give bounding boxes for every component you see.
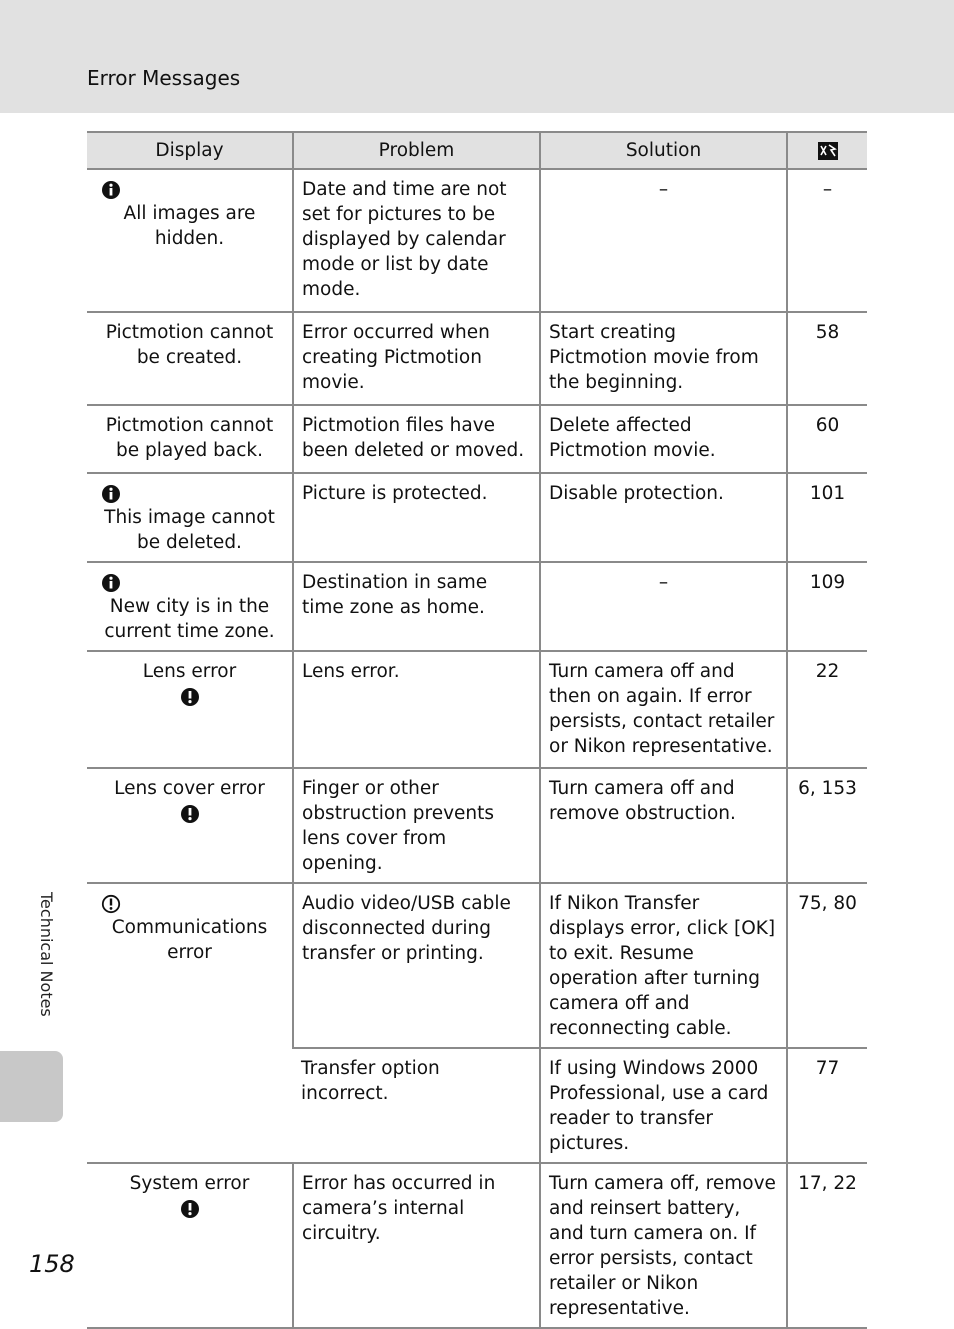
solution-cell: Delete affected Pictmotion movie. bbox=[540, 405, 787, 473]
display-cell bbox=[87, 651, 293, 768]
solution-cell: If Nikon Transfer displays error, click [OK] to exit. Resume operation after turning camera off and reconnecting cable. bbox=[540, 883, 787, 1048]
problem-cell: Finger or other obstruction prevents lens cover from opening. bbox=[293, 768, 540, 883]
solution-cell: Turn camera off and remove obstruction. bbox=[540, 768, 787, 883]
display-text: Lens error bbox=[142, 661, 237, 682]
section-title: Error Messages bbox=[87, 66, 241, 90]
solution-cell: Start creating Pictmotion movie from the beginning. bbox=[540, 312, 787, 405]
page-reference: 22 bbox=[787, 651, 867, 768]
warning-icon bbox=[180, 687, 200, 707]
table-row bbox=[87, 169, 867, 312]
page-reference: 58 bbox=[787, 312, 867, 405]
problem-cell: Error occurred when creating Pictmotion movie. bbox=[293, 312, 540, 405]
solution-cell: If using Windows 2000 Professional, use a card reader to transfer pictures. bbox=[540, 1048, 787, 1163]
table-row bbox=[87, 768, 867, 883]
display-text: Communications error bbox=[111, 917, 268, 963]
side-section-label: Technical Notes bbox=[37, 892, 56, 1017]
display-text: All images are hidden. bbox=[123, 203, 256, 249]
page-reference: 17, 22 bbox=[787, 1163, 867, 1328]
page-number: 158 bbox=[29, 1250, 75, 1278]
problem-cell: Destination in same time zone as home. bbox=[293, 562, 540, 651]
page-reference: – bbox=[787, 169, 867, 312]
error-messages-table bbox=[87, 131, 867, 1329]
table-header-row bbox=[87, 132, 867, 169]
display-cell: Pictmotion cannot be played back. bbox=[87, 405, 293, 473]
table-row bbox=[87, 562, 867, 651]
page-reference: 60 bbox=[787, 405, 867, 473]
problem-cell: Transfer option incorrect. bbox=[293, 1048, 540, 1163]
display-text: New city is in the current time zone. bbox=[104, 596, 275, 642]
problem-cell: Error has occurred in camera’s internal circuitry. bbox=[293, 1163, 540, 1328]
problem-cell: Lens error. bbox=[293, 651, 540, 768]
info-icon bbox=[101, 180, 121, 200]
header-reference bbox=[787, 132, 867, 169]
table-row bbox=[87, 651, 867, 768]
problem-cell: Pictmotion files have been deleted or moved. bbox=[293, 405, 540, 473]
display-text: System error bbox=[129, 1173, 250, 1194]
table-row bbox=[87, 1163, 867, 1328]
header-problem: Problem bbox=[293, 132, 540, 169]
book-reference-icon bbox=[817, 141, 839, 161]
page-reference: 77 bbox=[787, 1048, 867, 1163]
solution-cell: Turn camera off, remove and reinsert battery, and turn camera on. If error persists, contact retailer or Nikon representative. bbox=[540, 1163, 787, 1328]
header-solution: Solution bbox=[540, 132, 787, 169]
info-icon bbox=[101, 484, 121, 504]
display-cell bbox=[87, 1163, 293, 1328]
warning-icon bbox=[180, 804, 200, 824]
display-text: This image cannot be deleted. bbox=[104, 507, 275, 553]
solution-cell: Turn camera off and then on again. If error persists, contact retailer or Nikon representative. bbox=[540, 651, 787, 768]
problem-cell: Picture is protected. bbox=[293, 473, 540, 562]
display-cell bbox=[87, 169, 293, 312]
table-row bbox=[87, 473, 867, 562]
table-row bbox=[87, 883, 867, 1048]
display-text: Lens cover error bbox=[114, 778, 265, 799]
side-thumb-tab bbox=[0, 1051, 63, 1122]
display-cell bbox=[87, 473, 293, 562]
warning-outline-icon bbox=[101, 894, 121, 914]
page-reference: 75, 80 bbox=[787, 883, 867, 1048]
solution-cell: Disable protection. bbox=[540, 473, 787, 562]
problem-cell: Date and time are not set for pictures to be displayed by calendar mode or list by date mode. bbox=[293, 169, 540, 312]
display-cell bbox=[87, 883, 293, 1163]
solution-cell: – bbox=[540, 562, 787, 651]
table-row bbox=[87, 312, 867, 405]
display-cell: Pictmotion cannot be created. bbox=[87, 312, 293, 405]
page-reference: 6, 153 bbox=[787, 768, 867, 883]
problem-cell: Audio video/USB cable disconnected during transfer or printing. bbox=[293, 883, 540, 1048]
display-cell bbox=[87, 562, 293, 651]
page-reference: 101 bbox=[787, 473, 867, 562]
display-cell bbox=[87, 768, 293, 883]
table-row bbox=[87, 405, 867, 473]
solution-cell: – bbox=[540, 169, 787, 312]
info-icon bbox=[101, 573, 121, 593]
header-band bbox=[0, 0, 954, 113]
header-display: Display bbox=[87, 132, 293, 169]
warning-icon bbox=[180, 1199, 200, 1219]
page-reference: 109 bbox=[787, 562, 867, 651]
